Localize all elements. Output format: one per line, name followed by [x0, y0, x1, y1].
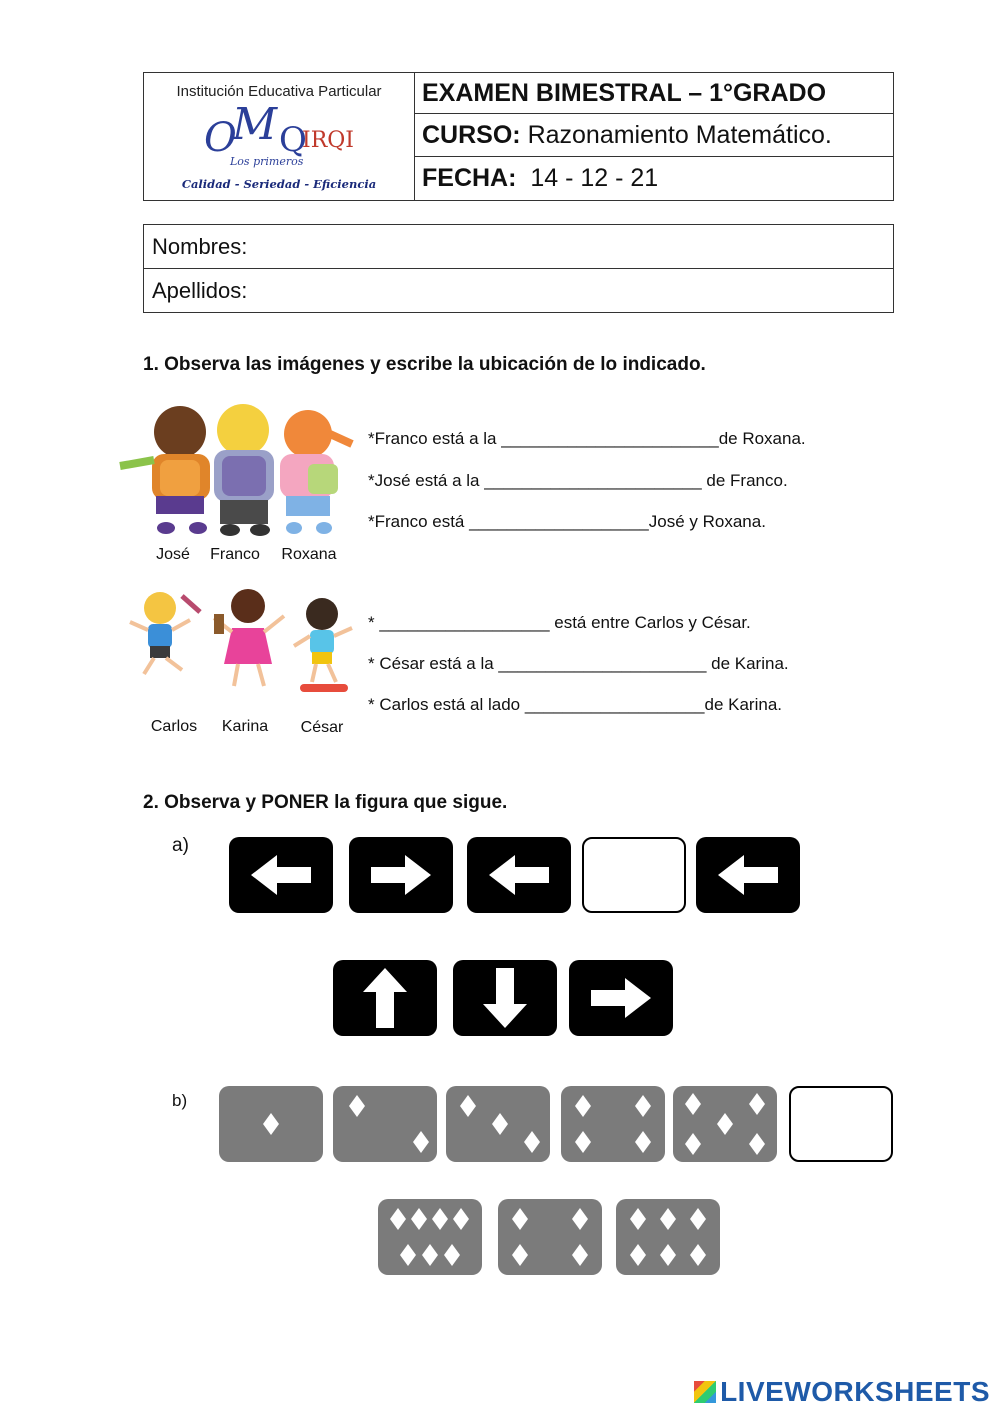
- diamond-pip: [660, 1244, 676, 1266]
- kid-name-carlos: Carlos: [150, 718, 198, 735]
- diamond-pip: [411, 1208, 427, 1230]
- date-value: 14 - 12 - 21: [530, 164, 659, 192]
- diamond-pips-icon: [498, 1199, 602, 1275]
- liveworksheets-brand: LIVEWORKSHEETS: [720, 1376, 990, 1407]
- diamond-pip: [492, 1113, 508, 1135]
- student-info-table: [143, 224, 894, 313]
- sequence-a-tile-5[interactable]: [696, 837, 800, 913]
- arrow-shape: [489, 855, 549, 895]
- course-label: CURSO:: [422, 120, 521, 149]
- diamond-pip: [460, 1095, 476, 1117]
- names-row[interactable]: [144, 225, 893, 269]
- q1-line-3[interactable]: *Franco está ___________________José y Roxana.: [368, 512, 766, 531]
- institution-cell: [144, 73, 415, 200]
- school-logo: [174, 103, 389, 173]
- svg-text:O: O: [204, 115, 237, 161]
- diamond-pips-icon: [616, 1199, 720, 1275]
- sequence-b-tile-6-answer-slot[interactable]: [789, 1086, 893, 1162]
- diamond-pip: [524, 1131, 540, 1153]
- diamond-pip: [263, 1113, 279, 1135]
- arrow-shape: [251, 855, 311, 895]
- surnames-label: Apellidos:: [152, 278, 248, 303]
- diamond-pip: [453, 1208, 469, 1230]
- kid-name-karina: Karina: [221, 718, 269, 735]
- kids-backpacks-illustration: [118, 404, 356, 538]
- option-a-tile-2[interactable]: [453, 960, 557, 1036]
- diamond-pip: [717, 1113, 733, 1135]
- liveworksheets-logo: [694, 1376, 990, 1408]
- question-1-title: 1. Observa las imágenes y escribe la ubicación de lo indicado.: [143, 354, 706, 375]
- arrow-left-icon: [467, 837, 571, 913]
- diamond-pip: [749, 1093, 765, 1115]
- diamond-pip: [749, 1133, 765, 1155]
- diamond-pip: [413, 1131, 429, 1153]
- diamond-pip: [512, 1244, 528, 1266]
- sequence-b-tile-4[interactable]: [561, 1086, 665, 1162]
- part-a-label: a): [172, 835, 189, 856]
- arrow-shape: [363, 968, 407, 1028]
- diamond-pips-icon: [219, 1086, 323, 1162]
- sequence-b-tile-1[interactable]: [219, 1086, 323, 1162]
- header-table: [143, 72, 894, 201]
- diamond-pip: [572, 1244, 588, 1266]
- sequence-a-tile-1[interactable]: [229, 837, 333, 913]
- kid-name-cesar: César: [300, 719, 344, 736]
- diamond-pips-icon: [333, 1086, 437, 1162]
- diamond-pip: [572, 1208, 588, 1230]
- diamond-pip: [635, 1095, 651, 1117]
- course-value: Razonamiento Matemático.: [527, 120, 832, 149]
- diamond-pips-icon: [446, 1086, 550, 1162]
- diamond-pip: [432, 1208, 448, 1230]
- diamond-pips-icon: [561, 1086, 665, 1162]
- diamond-pip: [635, 1131, 651, 1153]
- school-motto: Calidad - Seriedad - Eficiencia: [181, 177, 377, 191]
- names-label: Nombres:: [152, 233, 248, 259]
- date-label: FECHA:: [422, 164, 517, 192]
- exam-title-row: [414, 73, 893, 114]
- diamond-pip: [690, 1208, 706, 1230]
- q1-line-2[interactable]: *José está a la _______________________ de Franco.: [368, 471, 788, 490]
- surnames-row[interactable]: [144, 269, 893, 313]
- arrow-up-icon: [333, 960, 437, 1036]
- arrow-right-icon: [349, 837, 453, 913]
- diamond-pips-icon: [673, 1086, 777, 1162]
- diamond-pip: [685, 1093, 701, 1115]
- arrow-right-icon: [569, 960, 673, 1036]
- arrow-shape: [371, 855, 431, 895]
- q1-line-1[interactable]: *Franco está a la _______________________de Roxana.: [368, 429, 806, 448]
- sequence-b-tile-2[interactable]: [333, 1086, 437, 1162]
- diamond-pip: [575, 1095, 591, 1117]
- option-b-tile-3[interactable]: [616, 1199, 720, 1275]
- q1-line-5[interactable]: * César está a la ______________________ de Karina.: [368, 654, 789, 673]
- diamond-pip: [422, 1244, 438, 1266]
- arrow-shape: [483, 968, 527, 1028]
- q1-line-6[interactable]: * Carlos está al lado ___________________de Karina.: [368, 695, 782, 714]
- arrow-shape: [591, 978, 651, 1018]
- sequence-a-tile-3[interactable]: [467, 837, 571, 913]
- svg-text:Q: Q: [279, 120, 307, 160]
- diamond-pips-icon: [378, 1199, 482, 1275]
- diamond-pip: [512, 1208, 528, 1230]
- kid-name-jose: José: [156, 546, 190, 563]
- diamond-pip: [349, 1095, 365, 1117]
- option-b-tile-2[interactable]: [498, 1199, 602, 1275]
- part-b-label: b): [172, 1091, 188, 1110]
- kids-jumping-illustration: [126, 586, 358, 710]
- diamond-pip: [630, 1244, 646, 1266]
- diamond-pip: [690, 1244, 706, 1266]
- option-a-tile-3[interactable]: [569, 960, 673, 1036]
- arrow-down-icon: [453, 960, 557, 1036]
- q1-line-4[interactable]: * __________________ está entre Carlos y César.: [368, 613, 751, 632]
- svg-text:M: M: [232, 103, 278, 150]
- diamond-pip: [400, 1244, 416, 1266]
- date-row: [414, 157, 893, 200]
- sequence-a-tile-2[interactable]: [349, 837, 453, 913]
- sequence-b-tile-3[interactable]: [446, 1086, 550, 1162]
- arrow-left-icon: [696, 837, 800, 913]
- arrow-shape: [718, 855, 778, 895]
- sequence-b-tile-5[interactable]: [673, 1086, 777, 1162]
- exam-title: EXAMEN BIMESTRAL – 1°GRADO: [422, 78, 827, 107]
- kid-name-franco: Franco: [210, 546, 260, 563]
- sequence-a-tile-4-answer-slot[interactable]: [582, 837, 686, 913]
- svg-text:Los primeros: Los primeros: [230, 155, 304, 168]
- option-b-tile-1[interactable]: [378, 1199, 482, 1275]
- diamond-pip: [444, 1244, 460, 1266]
- svg-text:IRQI: IRQI: [302, 128, 354, 153]
- diamond-pip: [575, 1131, 591, 1153]
- option-a-tile-1[interactable]: [333, 960, 437, 1036]
- diamond-pip: [390, 1208, 406, 1230]
- diamond-pip: [685, 1133, 701, 1155]
- arrow-left-icon: [229, 837, 333, 913]
- liveworksheets-icon: [694, 1381, 716, 1403]
- course-row: [414, 114, 893, 157]
- question-2-title: 2. Observa y PONER la figura que sigue.: [143, 792, 508, 813]
- institution-name: Institución Educativa Particular: [176, 83, 382, 100]
- kid-name-roxana: Roxana: [281, 546, 337, 563]
- diamond-pip: [660, 1208, 676, 1230]
- diamond-pip: [630, 1208, 646, 1230]
